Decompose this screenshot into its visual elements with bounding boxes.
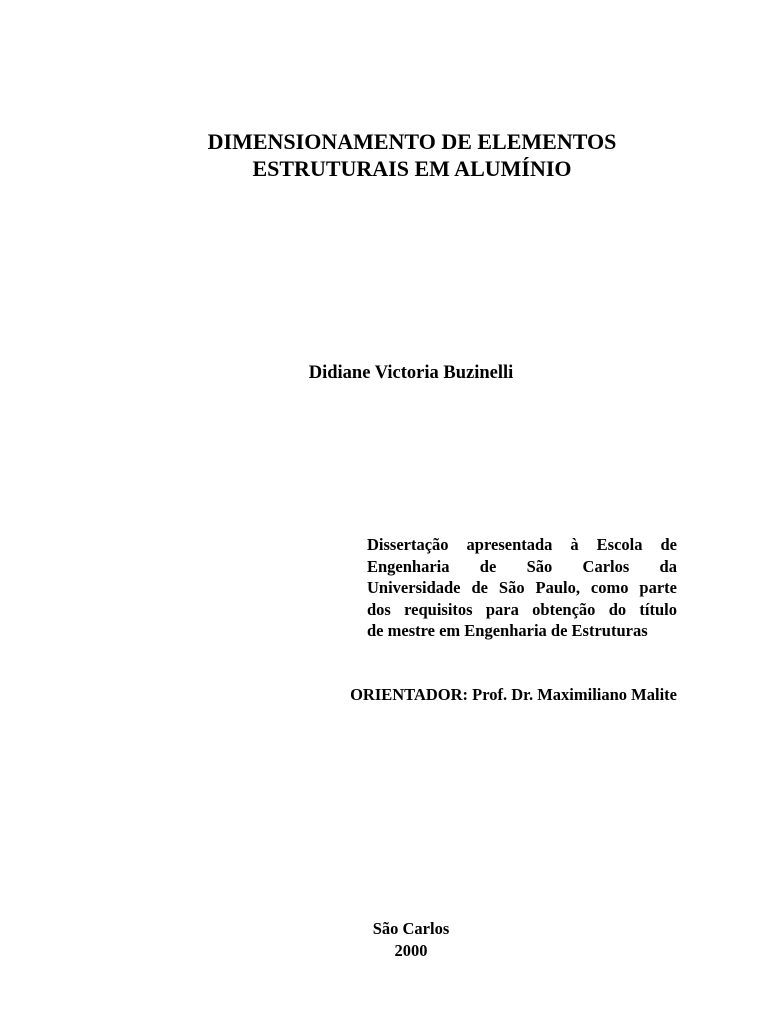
statement-line-1: Dissertação apresentada à Escola de (367, 535, 677, 554)
statement-line-4: dos requisitos para obtenção do título (367, 599, 677, 619)
statement-line-2: Engenharia de São Carlos da (367, 556, 677, 576)
thesis-title-line-1: DIMENSIONAMENTO DE ELEMENTOS (207, 129, 617, 154)
dissertation-statement (367, 534, 677, 642)
thesis-title-line-2: ESTRUTURAIS EM ALUMÍNIO (252, 156, 572, 181)
statement-line-5: de mestre em Engenharia de Estruturas (367, 621, 648, 640)
statement-line-3: Universidade de São Paulo, como parte (367, 578, 677, 597)
city: São Carlos (372, 919, 450, 938)
year: 2000 (394, 941, 428, 960)
thesis-title (0, 128, 768, 182)
advisor-line: ORIENTADOR: Prof. Dr. Maximiliano Malite (350, 685, 677, 704)
author-name: Didiane Victoria Buzinelli (308, 363, 514, 383)
place-and-date (0, 918, 768, 962)
